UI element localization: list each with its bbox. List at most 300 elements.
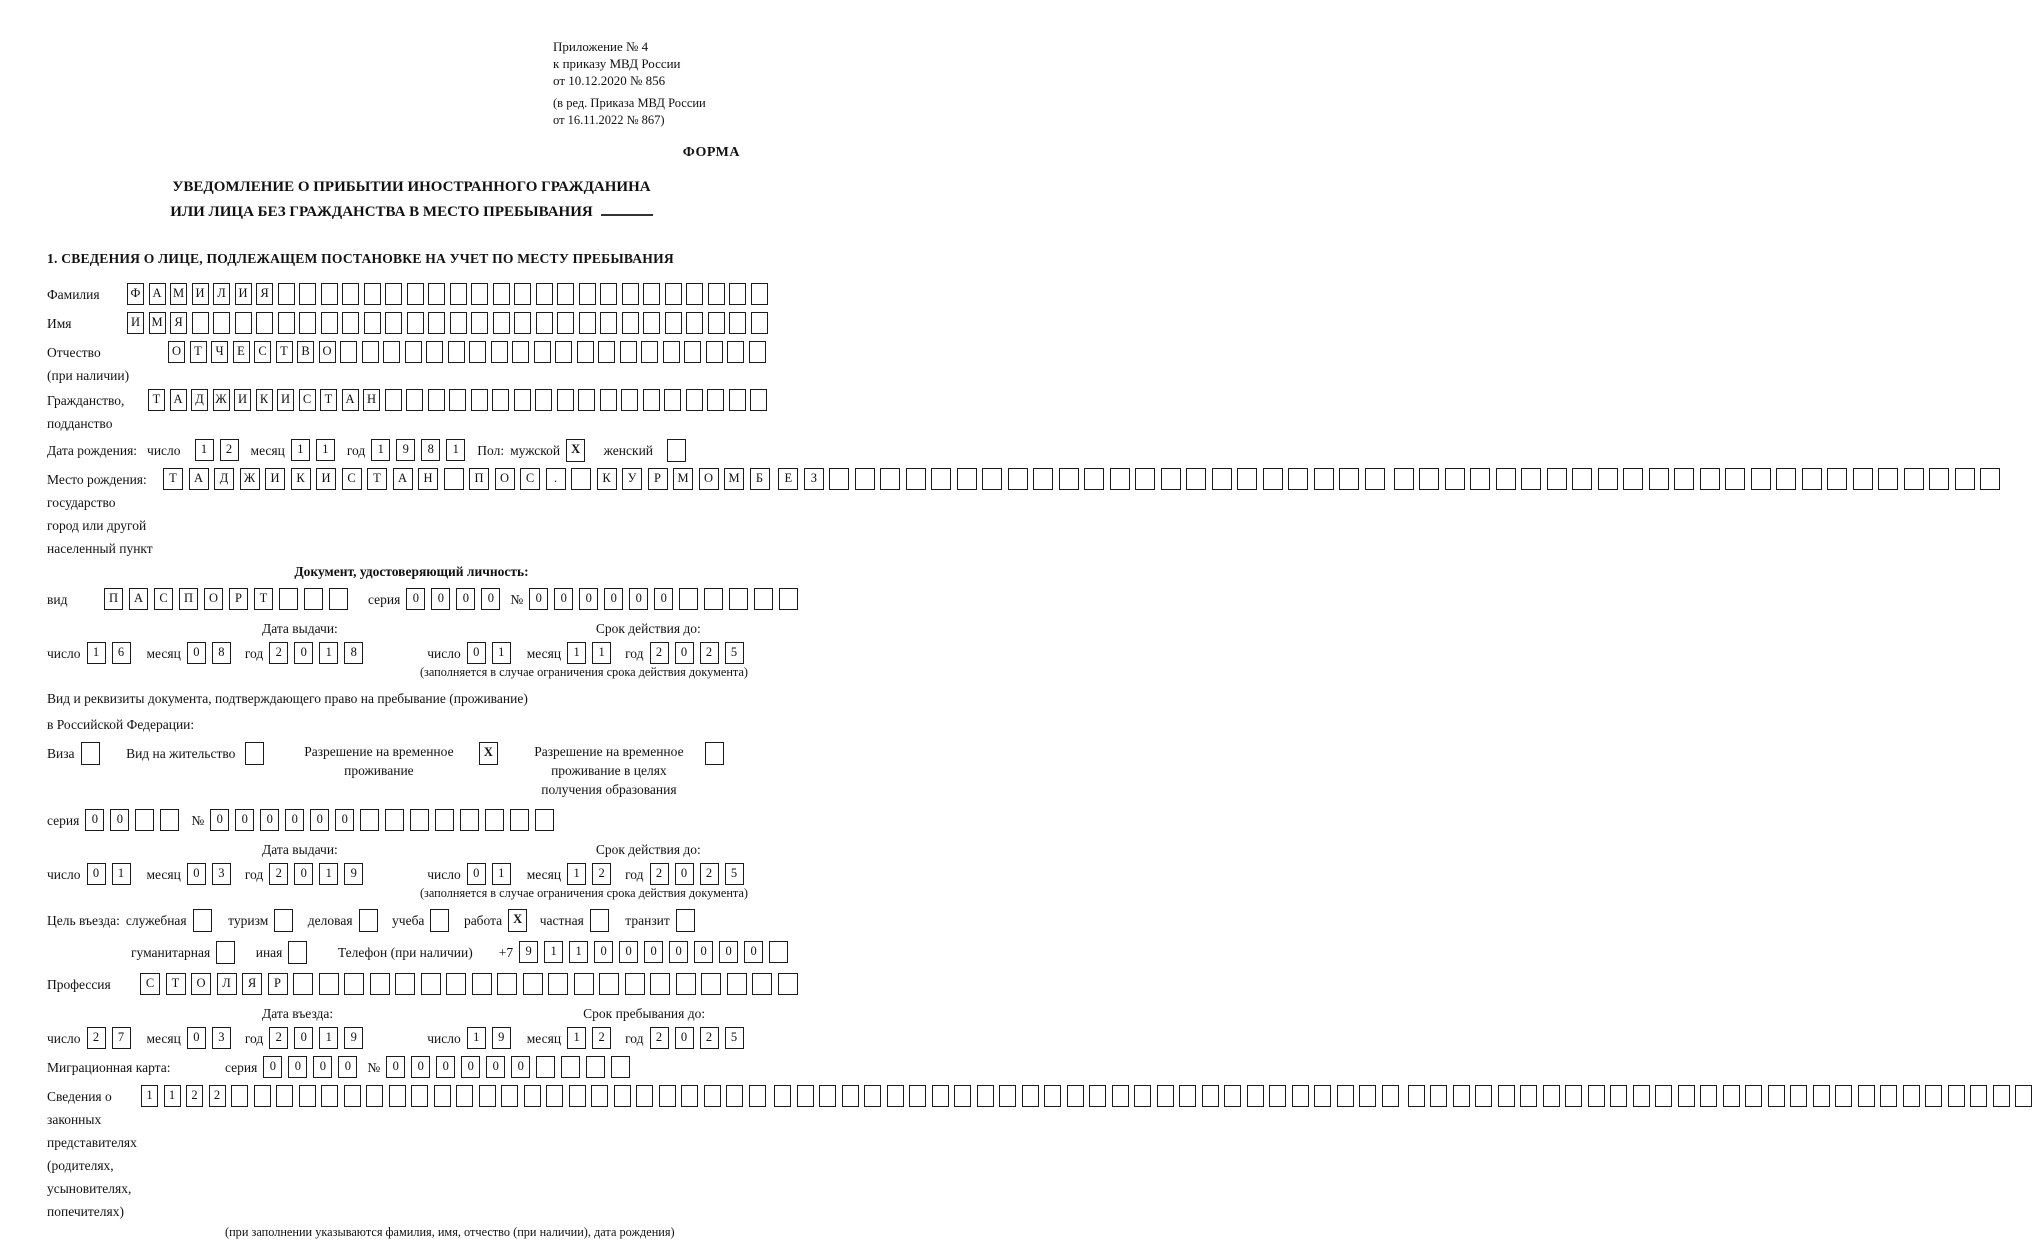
id-series-field[interactable] (406, 588, 506, 611)
char-cell[interactable] (512, 341, 529, 363)
char-cell[interactable] (1543, 1085, 1560, 1107)
profession-field[interactable] (140, 973, 803, 996)
purpose-private-checkbox[interactable] (590, 909, 614, 932)
char-cell[interactable] (1135, 468, 1155, 490)
char-cell[interactable] (1649, 468, 1669, 490)
char-cell[interactable]: 0 (87, 863, 106, 885)
char-cell[interactable]: А (170, 389, 187, 411)
char-cell[interactable]: 1 (467, 1027, 486, 1049)
char-cell[interactable]: А (342, 389, 359, 411)
char-cell[interactable]: Е (233, 341, 250, 363)
char-cell[interactable] (1292, 1085, 1309, 1107)
char-cell[interactable] (684, 341, 701, 363)
char-cell[interactable]: 0 (263, 1056, 282, 1078)
birth-place-row-1[interactable] (163, 468, 775, 491)
residence-permit-checkbox[interactable] (245, 742, 269, 765)
char-cell[interactable] (571, 468, 591, 490)
char-cell[interactable] (407, 283, 424, 305)
char-cell[interactable] (385, 389, 402, 411)
char-cell[interactable] (1008, 468, 1028, 490)
entry-day[interactable] (87, 1027, 137, 1050)
char-cell[interactable]: 9 (344, 863, 363, 885)
patronymic-field[interactable] (168, 341, 770, 364)
char-cell[interactable] (340, 341, 357, 363)
char-cell[interactable] (276, 1085, 293, 1107)
char-cell[interactable]: X (566, 439, 585, 462)
char-cell[interactable] (579, 283, 596, 305)
char-cell[interactable]: 1 (567, 863, 586, 885)
char-cell[interactable]: Ф (127, 283, 144, 305)
char-cell[interactable] (1813, 1085, 1830, 1107)
char-cell[interactable]: Я (256, 283, 273, 305)
char-cell[interactable] (406, 389, 423, 411)
visa-checkbox[interactable] (81, 742, 105, 765)
char-cell[interactable] (254, 1085, 271, 1107)
char-cell[interactable] (449, 389, 466, 411)
char-cell[interactable] (1674, 468, 1694, 490)
char-cell[interactable]: 0 (744, 941, 763, 963)
char-cell[interactable] (1521, 468, 1541, 490)
char-cell[interactable] (729, 389, 746, 411)
char-cell[interactable]: М (170, 283, 187, 305)
char-cell[interactable] (1202, 1085, 1219, 1107)
char-cell[interactable] (1224, 1085, 1241, 1107)
char-cell[interactable] (842, 1085, 859, 1107)
char-cell[interactable]: 0 (294, 1027, 313, 1049)
char-cell[interactable]: 2 (209, 1085, 226, 1107)
char-cell[interactable]: С (342, 468, 362, 490)
char-cell[interactable] (364, 283, 381, 305)
purpose-official-checkbox[interactable] (193, 909, 217, 932)
char-cell[interactable] (1725, 468, 1745, 490)
char-cell[interactable] (880, 468, 900, 490)
char-cell[interactable]: 2 (650, 863, 669, 885)
char-cell[interactable]: Д (191, 389, 208, 411)
char-cell[interactable] (686, 283, 703, 305)
char-cell[interactable] (1022, 1085, 1039, 1107)
char-cell[interactable] (1678, 1085, 1695, 1107)
char-cell[interactable] (667, 439, 686, 462)
char-cell[interactable] (1858, 1085, 1875, 1107)
char-cell[interactable] (1948, 1085, 1965, 1107)
res-number-field[interactable] (210, 809, 560, 832)
char-cell[interactable]: 9 (519, 941, 538, 963)
char-cell[interactable] (1339, 468, 1359, 490)
char-cell[interactable]: Н (418, 468, 438, 490)
char-cell[interactable]: 1 (319, 863, 338, 885)
char-cell[interactable] (288, 941, 307, 964)
char-cell[interactable]: 0 (110, 809, 129, 831)
legal-reps-row-2[interactable] (774, 1085, 1404, 1108)
char-cell[interactable] (1700, 468, 1720, 490)
birth-month-field[interactable] (291, 439, 341, 462)
char-cell[interactable]: В (297, 341, 314, 363)
char-cell[interactable]: Е (778, 468, 798, 490)
char-cell[interactable] (536, 312, 553, 334)
char-cell[interactable] (471, 283, 488, 305)
char-cell[interactable]: 9 (344, 1027, 363, 1049)
char-cell[interactable] (686, 389, 703, 411)
char-cell[interactable]: 1 (567, 1027, 586, 1049)
char-cell[interactable]: К (597, 468, 617, 490)
char-cell[interactable]: 0 (594, 941, 613, 963)
char-cell[interactable]: К (256, 389, 273, 411)
char-cell[interactable]: 0 (467, 642, 486, 664)
char-cell[interactable] (729, 588, 748, 610)
char-cell[interactable]: Т (254, 588, 273, 610)
char-cell[interactable] (1929, 468, 1949, 490)
char-cell[interactable]: 2 (269, 863, 288, 885)
char-cell[interactable] (887, 1085, 904, 1107)
char-cell[interactable]: Р (268, 973, 288, 995)
char-cell[interactable]: С (254, 341, 271, 363)
char-cell[interactable]: 0 (436, 1056, 455, 1078)
char-cell[interactable] (600, 389, 617, 411)
char-cell[interactable] (752, 973, 772, 995)
char-cell[interactable] (359, 909, 378, 932)
char-cell[interactable] (444, 468, 464, 490)
char-cell[interactable] (299, 312, 316, 334)
char-cell[interactable]: Я (242, 973, 262, 995)
char-cell[interactable] (1179, 1085, 1196, 1107)
char-cell[interactable] (855, 468, 875, 490)
char-cell[interactable]: 3 (212, 1027, 231, 1049)
char-cell[interactable] (778, 973, 798, 995)
char-cell[interactable]: 0 (294, 863, 313, 885)
id-valid-day[interactable] (467, 642, 517, 665)
birth-day-field[interactable] (195, 439, 245, 462)
char-cell[interactable]: А (189, 468, 209, 490)
char-cell[interactable] (536, 1056, 555, 1078)
char-cell[interactable]: О (319, 341, 336, 363)
char-cell[interactable]: 1 (492, 642, 511, 664)
char-cell[interactable]: 2 (700, 1027, 719, 1049)
char-cell[interactable] (1408, 1085, 1425, 1107)
char-cell[interactable]: 2 (269, 642, 288, 664)
char-cell[interactable] (931, 468, 951, 490)
char-cell[interactable]: 6 (112, 642, 131, 664)
res-valid-year[interactable] (650, 863, 750, 886)
char-cell[interactable] (536, 283, 553, 305)
char-cell[interactable] (1247, 1085, 1264, 1107)
char-cell[interactable]: 5 (725, 863, 744, 885)
char-cell[interactable] (1067, 1085, 1084, 1107)
char-cell[interactable] (497, 973, 517, 995)
char-cell[interactable] (557, 312, 574, 334)
char-cell[interactable] (829, 468, 849, 490)
char-cell[interactable] (514, 283, 531, 305)
citizenship-field[interactable] (148, 389, 772, 412)
char-cell[interactable] (1853, 468, 1873, 490)
char-cell[interactable] (1802, 468, 1822, 490)
char-cell[interactable] (1547, 468, 1567, 490)
char-cell[interactable] (600, 312, 617, 334)
char-cell[interactable] (1059, 468, 1079, 490)
char-cell[interactable] (727, 341, 744, 363)
char-cell[interactable] (523, 973, 543, 995)
char-cell[interactable]: 0 (486, 1056, 505, 1078)
char-cell[interactable]: 0 (675, 642, 694, 664)
char-cell[interactable]: 0 (187, 642, 206, 664)
char-cell[interactable] (1382, 1085, 1399, 1107)
char-cell[interactable] (1237, 468, 1257, 490)
char-cell[interactable] (708, 312, 725, 334)
char-cell[interactable] (430, 909, 449, 932)
char-cell[interactable] (514, 389, 531, 411)
char-cell[interactable] (1134, 1085, 1151, 1107)
char-cell[interactable] (614, 1085, 631, 1107)
char-cell[interactable] (428, 283, 445, 305)
char-cell[interactable]: С (299, 389, 316, 411)
purpose-transit-checkbox[interactable] (676, 909, 700, 932)
char-cell[interactable] (727, 973, 747, 995)
char-cell[interactable] (1835, 1085, 1852, 1107)
char-cell[interactable]: 2 (220, 439, 239, 461)
char-cell[interactable] (681, 1085, 698, 1107)
char-cell[interactable] (446, 973, 466, 995)
char-cell[interactable] (366, 1085, 383, 1107)
char-cell[interactable]: 2 (592, 1027, 611, 1049)
char-cell[interactable] (1588, 1085, 1605, 1107)
char-cell[interactable] (625, 973, 645, 995)
char-cell[interactable]: У (622, 468, 642, 490)
char-cell[interactable] (704, 1085, 721, 1107)
char-cell[interactable]: 1 (544, 941, 563, 963)
char-cell[interactable] (410, 809, 429, 831)
char-cell[interactable] (2015, 1085, 2032, 1107)
char-cell[interactable] (1655, 1085, 1672, 1107)
char-cell[interactable]: 1 (164, 1085, 181, 1107)
id-valid-month[interactable] (567, 642, 617, 665)
char-cell[interactable] (479, 1085, 496, 1107)
char-cell[interactable] (1572, 468, 1592, 490)
char-cell[interactable]: З (804, 468, 824, 490)
char-cell[interactable] (360, 809, 379, 831)
id-issue-month[interactable] (187, 642, 237, 665)
char-cell[interactable]: 9 (396, 439, 415, 461)
char-cell[interactable]: Б (750, 468, 770, 490)
char-cell[interactable] (1925, 1085, 1942, 1107)
char-cell[interactable] (729, 283, 746, 305)
char-cell[interactable] (370, 973, 390, 995)
char-cell[interactable] (344, 973, 364, 995)
char-cell[interactable] (278, 283, 295, 305)
mig-number-field[interactable] (386, 1056, 636, 1079)
char-cell[interactable]: 0 (467, 863, 486, 885)
char-cell[interactable] (1359, 1085, 1376, 1107)
male-checkbox[interactable] (566, 439, 590, 462)
char-cell[interactable] (557, 283, 574, 305)
birth-place-row-3[interactable] (1394, 468, 2006, 491)
char-cell[interactable]: 0 (529, 588, 548, 610)
char-cell[interactable] (491, 341, 508, 363)
char-cell[interactable] (1827, 468, 1847, 490)
char-cell[interactable] (245, 742, 264, 765)
birth-place-row-2[interactable] (778, 468, 1390, 491)
char-cell[interactable]: Т (166, 973, 186, 995)
char-cell[interactable] (395, 973, 415, 995)
char-cell[interactable] (707, 389, 724, 411)
char-cell[interactable] (1470, 468, 1490, 490)
char-cell[interactable] (192, 312, 209, 334)
char-cell[interactable] (705, 742, 724, 765)
char-cell[interactable]: 0 (511, 1056, 530, 1078)
mig-series-field[interactable] (263, 1056, 363, 1079)
char-cell[interactable] (555, 341, 572, 363)
char-cell[interactable]: 2 (186, 1085, 203, 1107)
char-cell[interactable] (493, 283, 510, 305)
char-cell[interactable]: 5 (725, 642, 744, 664)
char-cell[interactable]: Т (367, 468, 387, 490)
char-cell[interactable] (999, 1085, 1016, 1107)
char-cell[interactable]: 1 (569, 941, 588, 963)
char-cell[interactable]: 0 (411, 1056, 430, 1078)
char-cell[interactable]: Д (214, 468, 234, 490)
char-cell[interactable] (1700, 1085, 1717, 1107)
char-cell[interactable] (1110, 468, 1130, 490)
res-valid-day[interactable] (467, 863, 517, 886)
char-cell[interactable] (708, 283, 725, 305)
char-cell[interactable] (706, 341, 723, 363)
char-cell[interactable] (557, 389, 574, 411)
char-cell[interactable]: Т (148, 389, 165, 411)
char-cell[interactable] (1496, 468, 1516, 490)
char-cell[interactable] (460, 809, 479, 831)
char-cell[interactable]: 2 (650, 1027, 669, 1049)
char-cell[interactable] (231, 1085, 248, 1107)
char-cell[interactable]: 0 (285, 809, 304, 831)
char-cell[interactable] (749, 1085, 766, 1107)
char-cell[interactable] (1498, 1085, 1515, 1107)
female-checkbox[interactable] (667, 439, 691, 462)
char-cell[interactable]: 0 (554, 588, 573, 610)
char-cell[interactable] (561, 1056, 580, 1078)
char-cell[interactable]: 1 (446, 439, 465, 461)
char-cell[interactable] (643, 389, 660, 411)
char-cell[interactable]: 0 (85, 809, 104, 831)
char-cell[interactable]: 0 (338, 1056, 357, 1078)
char-cell[interactable] (510, 809, 529, 831)
char-cell[interactable] (1623, 468, 1643, 490)
char-cell[interactable] (256, 312, 273, 334)
char-cell[interactable] (1337, 1085, 1354, 1107)
char-cell[interactable] (643, 312, 660, 334)
char-cell[interactable] (492, 389, 509, 411)
char-cell[interactable]: 1 (316, 439, 335, 461)
res-issue-day[interactable] (87, 863, 137, 886)
char-cell[interactable]: 0 (456, 588, 475, 610)
char-cell[interactable]: И (235, 283, 252, 305)
char-cell[interactable] (599, 973, 619, 995)
char-cell[interactable]: Ж (240, 468, 260, 490)
char-cell[interactable] (1430, 1085, 1447, 1107)
char-cell[interactable] (1314, 468, 1334, 490)
char-cell[interactable] (650, 973, 670, 995)
char-cell[interactable] (686, 312, 703, 334)
char-cell[interactable]: 1 (492, 863, 511, 885)
char-cell[interactable] (472, 973, 492, 995)
char-cell[interactable] (1776, 468, 1796, 490)
char-cell[interactable]: Р (229, 588, 248, 610)
char-cell[interactable] (611, 1056, 630, 1078)
char-cell[interactable]: 0 (675, 1027, 694, 1049)
char-cell[interactable]: 0 (694, 941, 713, 963)
char-cell[interactable] (1904, 468, 1924, 490)
char-cell[interactable]: X (479, 742, 498, 765)
char-cell[interactable] (750, 389, 767, 411)
char-cell[interactable] (676, 973, 696, 995)
stay-month[interactable] (567, 1027, 617, 1050)
char-cell[interactable]: . (546, 468, 566, 490)
char-cell[interactable]: Ч (211, 341, 228, 363)
char-cell[interactable] (435, 809, 454, 831)
char-cell[interactable]: 0 (260, 809, 279, 831)
char-cell[interactable] (450, 283, 467, 305)
char-cell[interactable] (421, 973, 441, 995)
legal-reps-row-3[interactable] (1408, 1085, 2038, 1108)
char-cell[interactable] (622, 312, 639, 334)
char-cell[interactable] (1263, 468, 1283, 490)
char-cell[interactable] (321, 1085, 338, 1107)
char-cell[interactable]: М (149, 312, 166, 334)
doc-type-field[interactable] (104, 588, 354, 611)
char-cell[interactable]: И (316, 468, 336, 490)
char-cell[interactable] (548, 973, 568, 995)
char-cell[interactable]: 1 (371, 439, 390, 461)
char-cell[interactable]: 0 (644, 941, 663, 963)
char-cell[interactable] (679, 588, 698, 610)
char-cell[interactable] (1903, 1085, 1920, 1107)
char-cell[interactable] (1212, 468, 1232, 490)
char-cell[interactable] (1089, 1085, 1106, 1107)
char-cell[interactable]: О (191, 973, 211, 995)
char-cell[interactable] (701, 973, 721, 995)
char-cell[interactable] (321, 283, 338, 305)
char-cell[interactable] (274, 909, 293, 932)
char-cell[interactable] (1878, 468, 1898, 490)
char-cell[interactable]: 8 (212, 642, 231, 664)
char-cell[interactable] (135, 809, 154, 831)
char-cell[interactable] (664, 389, 681, 411)
char-cell[interactable] (1044, 1085, 1061, 1107)
char-cell[interactable]: 1 (87, 642, 106, 664)
char-cell[interactable]: 8 (421, 439, 440, 461)
char-cell[interactable] (501, 1085, 518, 1107)
char-cell[interactable] (1475, 1085, 1492, 1107)
char-cell[interactable]: 2 (269, 1027, 288, 1049)
char-cell[interactable] (469, 341, 486, 363)
char-cell[interactable]: 5 (725, 1027, 744, 1049)
char-cell[interactable]: Л (213, 283, 230, 305)
char-cell[interactable] (663, 341, 680, 363)
char-cell[interactable] (676, 909, 695, 932)
char-cell[interactable]: П (469, 468, 489, 490)
res-series-field[interactable] (85, 809, 185, 832)
char-cell[interactable] (577, 341, 594, 363)
char-cell[interactable] (321, 312, 338, 334)
legal-reps-row-1[interactable] (141, 1085, 771, 1108)
char-cell[interactable]: 1 (112, 863, 131, 885)
char-cell[interactable] (193, 909, 212, 932)
char-cell[interactable] (1751, 468, 1771, 490)
purpose-tourism-checkbox[interactable] (274, 909, 298, 932)
char-cell[interactable] (909, 1085, 926, 1107)
char-cell[interactable]: П (104, 588, 123, 610)
char-cell[interactable] (1610, 1085, 1627, 1107)
char-cell[interactable] (864, 1085, 881, 1107)
char-cell[interactable] (434, 1085, 451, 1107)
char-cell[interactable]: И (127, 312, 144, 334)
